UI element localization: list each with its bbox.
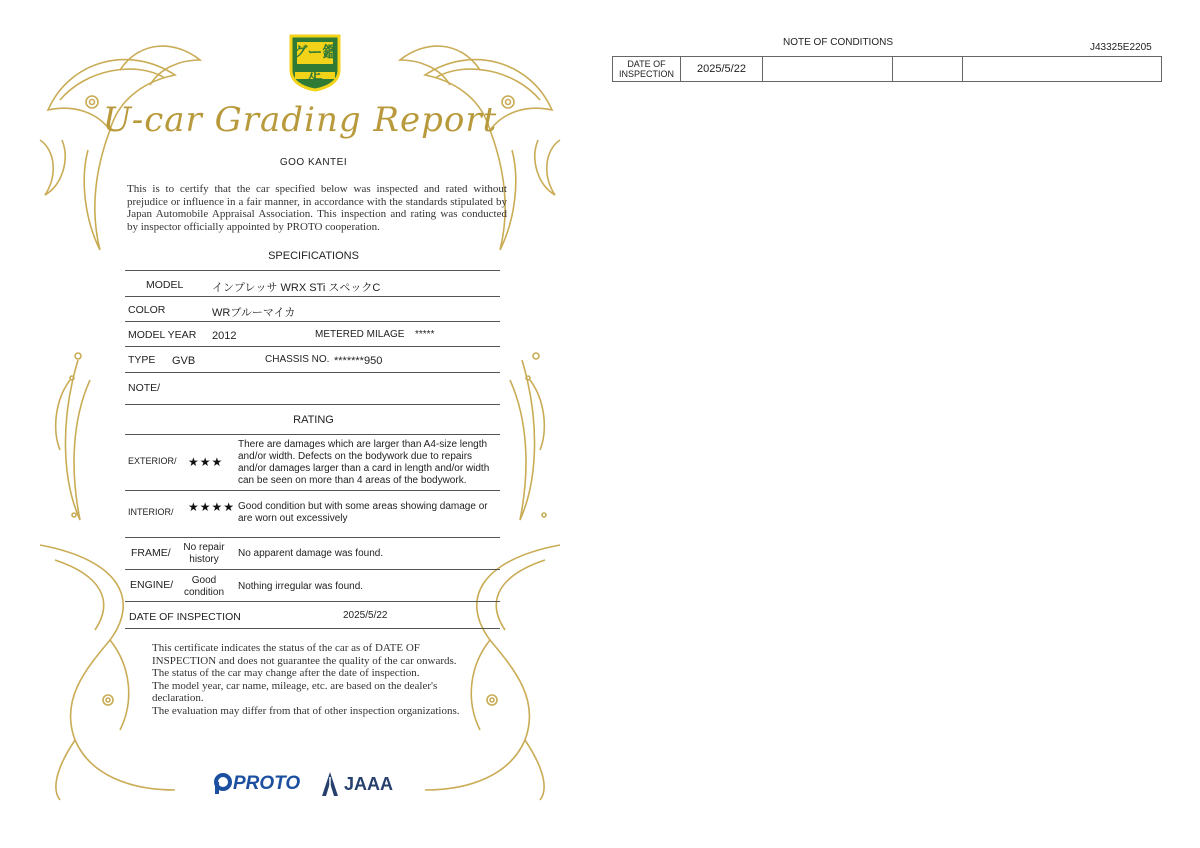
divider [125,601,500,602]
disclaimer-line: declaration. [152,692,204,704]
divider [125,321,500,322]
date-label-line: DATE OF [627,59,666,69]
mileage-value: ***** [415,329,435,340]
interior-description: Good condition but with some areas showing damage or are worn out excessively [238,501,488,524]
chassis-label: CHASSIS NO. [265,354,330,365]
proto-mark-icon [213,773,233,795]
divider [125,490,500,491]
engine-description: Nothing irregular was found. [238,581,364,592]
proto-logo-text: PROTO [233,773,301,794]
date-of-inspection-label: DATE OF INSPECTION [129,611,241,623]
disclaimer-line: The evaluation may differ from that of other inspection organizations. [152,704,460,717]
chassis-value: *******950 [334,355,383,367]
model-year-value: 2012 [212,330,237,342]
date-of-inspection-value: 2025/5/22 [343,610,388,621]
proto-logo [213,771,300,797]
frame-value-2: history [189,554,219,565]
exterior-label: EXTERIOR/ [128,456,177,466]
rating-heading: RATING [293,414,334,426]
disclaimer [152,642,482,717]
interior-stars: ★★★★ [188,500,236,514]
frame-label: FRAME/ [131,547,171,559]
divider [125,537,500,538]
specifications-heading: SPECIFICATIONS [268,250,359,262]
interior-label: INTERIOR/ [128,507,174,517]
certification-text: This is to certify that the car specified below was inspected and rated without prejudice or influence in a fair manner, in accordance with the standards stipulated by Japan Automobile Appraisal Association. This inspection and rating was conducted by inspector officially appointed by PROTO cooperation. [127,183,507,233]
date-row [612,56,1162,82]
blank-cell [893,57,963,81]
date-label-line: INSPECTION [618,69,674,79]
date-value-cell: 2025/5/22 [681,57,763,81]
disclaimer-line: The status of the car may change after the date of inspection. [152,667,420,679]
mileage-label: METERED MILAGE [315,329,405,340]
frame-description: No apparent damage was found. [238,548,384,559]
jaaa-logo-text: JAAA [344,773,394,794]
divider [125,296,500,297]
type-label: TYPE [128,354,156,366]
engine-label: ENGINE/ [130,579,174,591]
report-subtitle: GOO KANTEI [279,157,348,168]
jaaa-logo [320,770,393,798]
blank-cell [763,57,893,81]
color-label: COLOR [128,304,166,316]
frame-value-1: No repair [183,542,225,553]
divider [125,404,500,405]
model-year-label: MODEL YEAR [128,329,197,341]
divider [125,628,500,629]
divider [125,372,500,373]
divider [125,569,500,570]
conditions-heading: NOTE OF CONDITIONS [783,37,893,48]
disclaimer-line: The model year, car name, mileage, etc. are based on the dealer's [152,679,438,692]
note-label: NOTE/ [128,382,161,394]
color-value: WRブルーマイカ [212,307,296,319]
exterior-description: There are damages which are larger than A4-size length and/or width. Defects on the bodywork due to repairs and/or damages larger than a card in length and/or width can be seen on more than 4 areas of the bodywork. [238,439,490,486]
model-value: インプレッサ WRX STi スペックC [212,282,381,294]
engine-value-2: condition [183,587,225,598]
disclaimer-line: INSPECTION and does not guarantee the quality of the car onwards. [152,654,457,667]
divider [125,434,500,435]
disclaimer-line: This certificate indicates the status of the car as of DATE OF [152,642,420,654]
divider [125,346,500,347]
divider [125,270,500,271]
logo-text: グー鑑定 [292,44,338,82]
engine-value-1: Good [191,575,217,586]
date-label-cell [613,57,681,81]
report-title: U-car Grading Report [102,100,498,140]
model-label: MODEL [146,279,184,291]
goo-kantei-logo [287,32,343,92]
jaaa-mark-icon [320,771,340,797]
type-value: GVB [172,355,196,367]
note-of-conditions-sheet [600,0,1200,848]
exterior-stars: ★★★ [188,455,224,469]
document-id: J43325E2205 [1090,42,1152,53]
